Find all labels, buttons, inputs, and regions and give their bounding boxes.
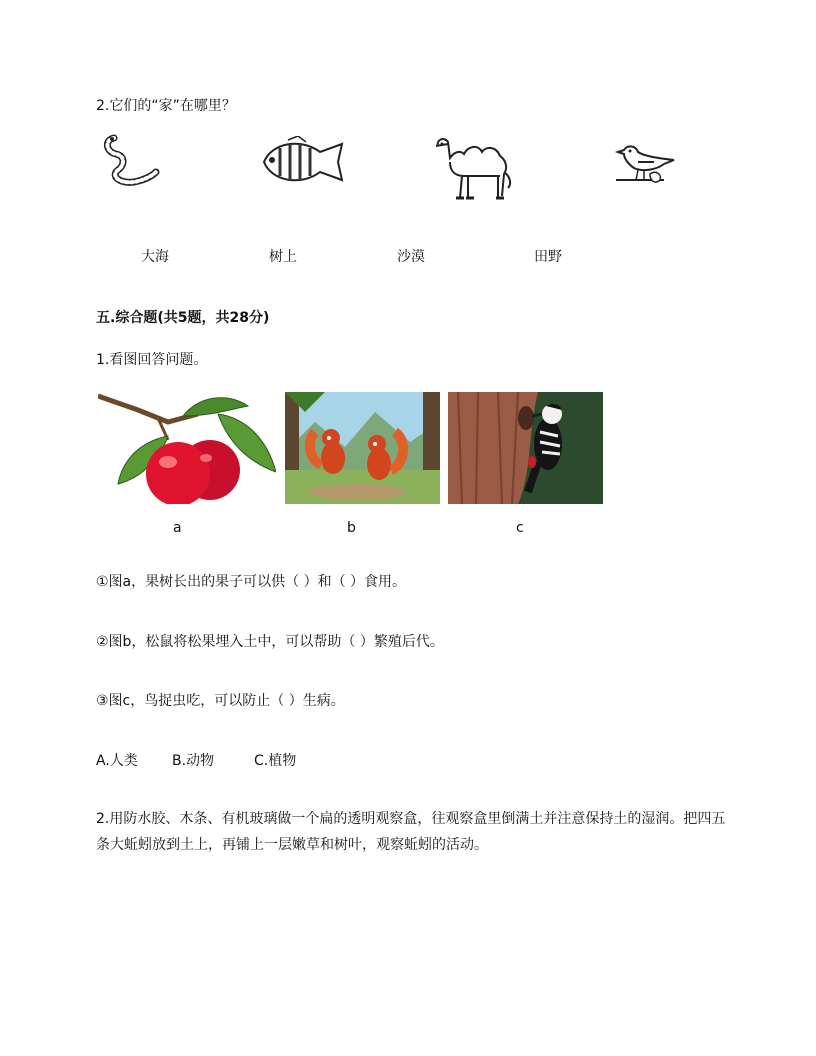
earthworm-icon	[100, 132, 160, 190]
question-paragraph: 2.用防水胶、木条、有机玻璃做一个扁的透明观察盒，往观察盒里倒满土并注意保持土的湿润。把四五条大蚯蚓放到土上，再铺上一层嫩草和树叶，观察蚯蚓的活动。	[96, 811, 726, 853]
woodpecker-image	[448, 392, 603, 504]
sub-question: ③图c，鸟捉虫吃，可以防止（ ）生病。	[96, 693, 345, 709]
question-title: 2.它们的“家”在哪里？	[96, 98, 236, 114]
bird-icon	[612, 140, 682, 190]
option-label: C.植物	[254, 753, 297, 769]
habitat-label: 树上	[269, 249, 297, 265]
sub-question: ②图b，松鼠将松果埋入土中，可以帮助（ ）繁殖后代。	[96, 634, 444, 650]
squirrels-image	[285, 392, 440, 504]
image-label: a	[173, 520, 182, 536]
option-label: A.人类	[96, 753, 138, 769]
option-label: B.动物	[172, 753, 215, 769]
section-heading: 五.综合题(共5题，共28分)	[96, 310, 270, 326]
sub-question: ①图a，果树长出的果子可以供（ ）和（ ）食用。	[96, 574, 407, 590]
habitat-label: 田野	[534, 249, 562, 265]
camel-icon	[428, 132, 518, 204]
image-label: b	[347, 520, 356, 536]
habitat-label: 大海	[141, 249, 169, 265]
habitat-label: 沙漠	[397, 249, 425, 265]
apple-image	[98, 392, 276, 504]
image-label: c	[516, 520, 524, 536]
fish-icon	[258, 136, 348, 188]
question-title: 1.看图回答问题。	[96, 352, 208, 368]
